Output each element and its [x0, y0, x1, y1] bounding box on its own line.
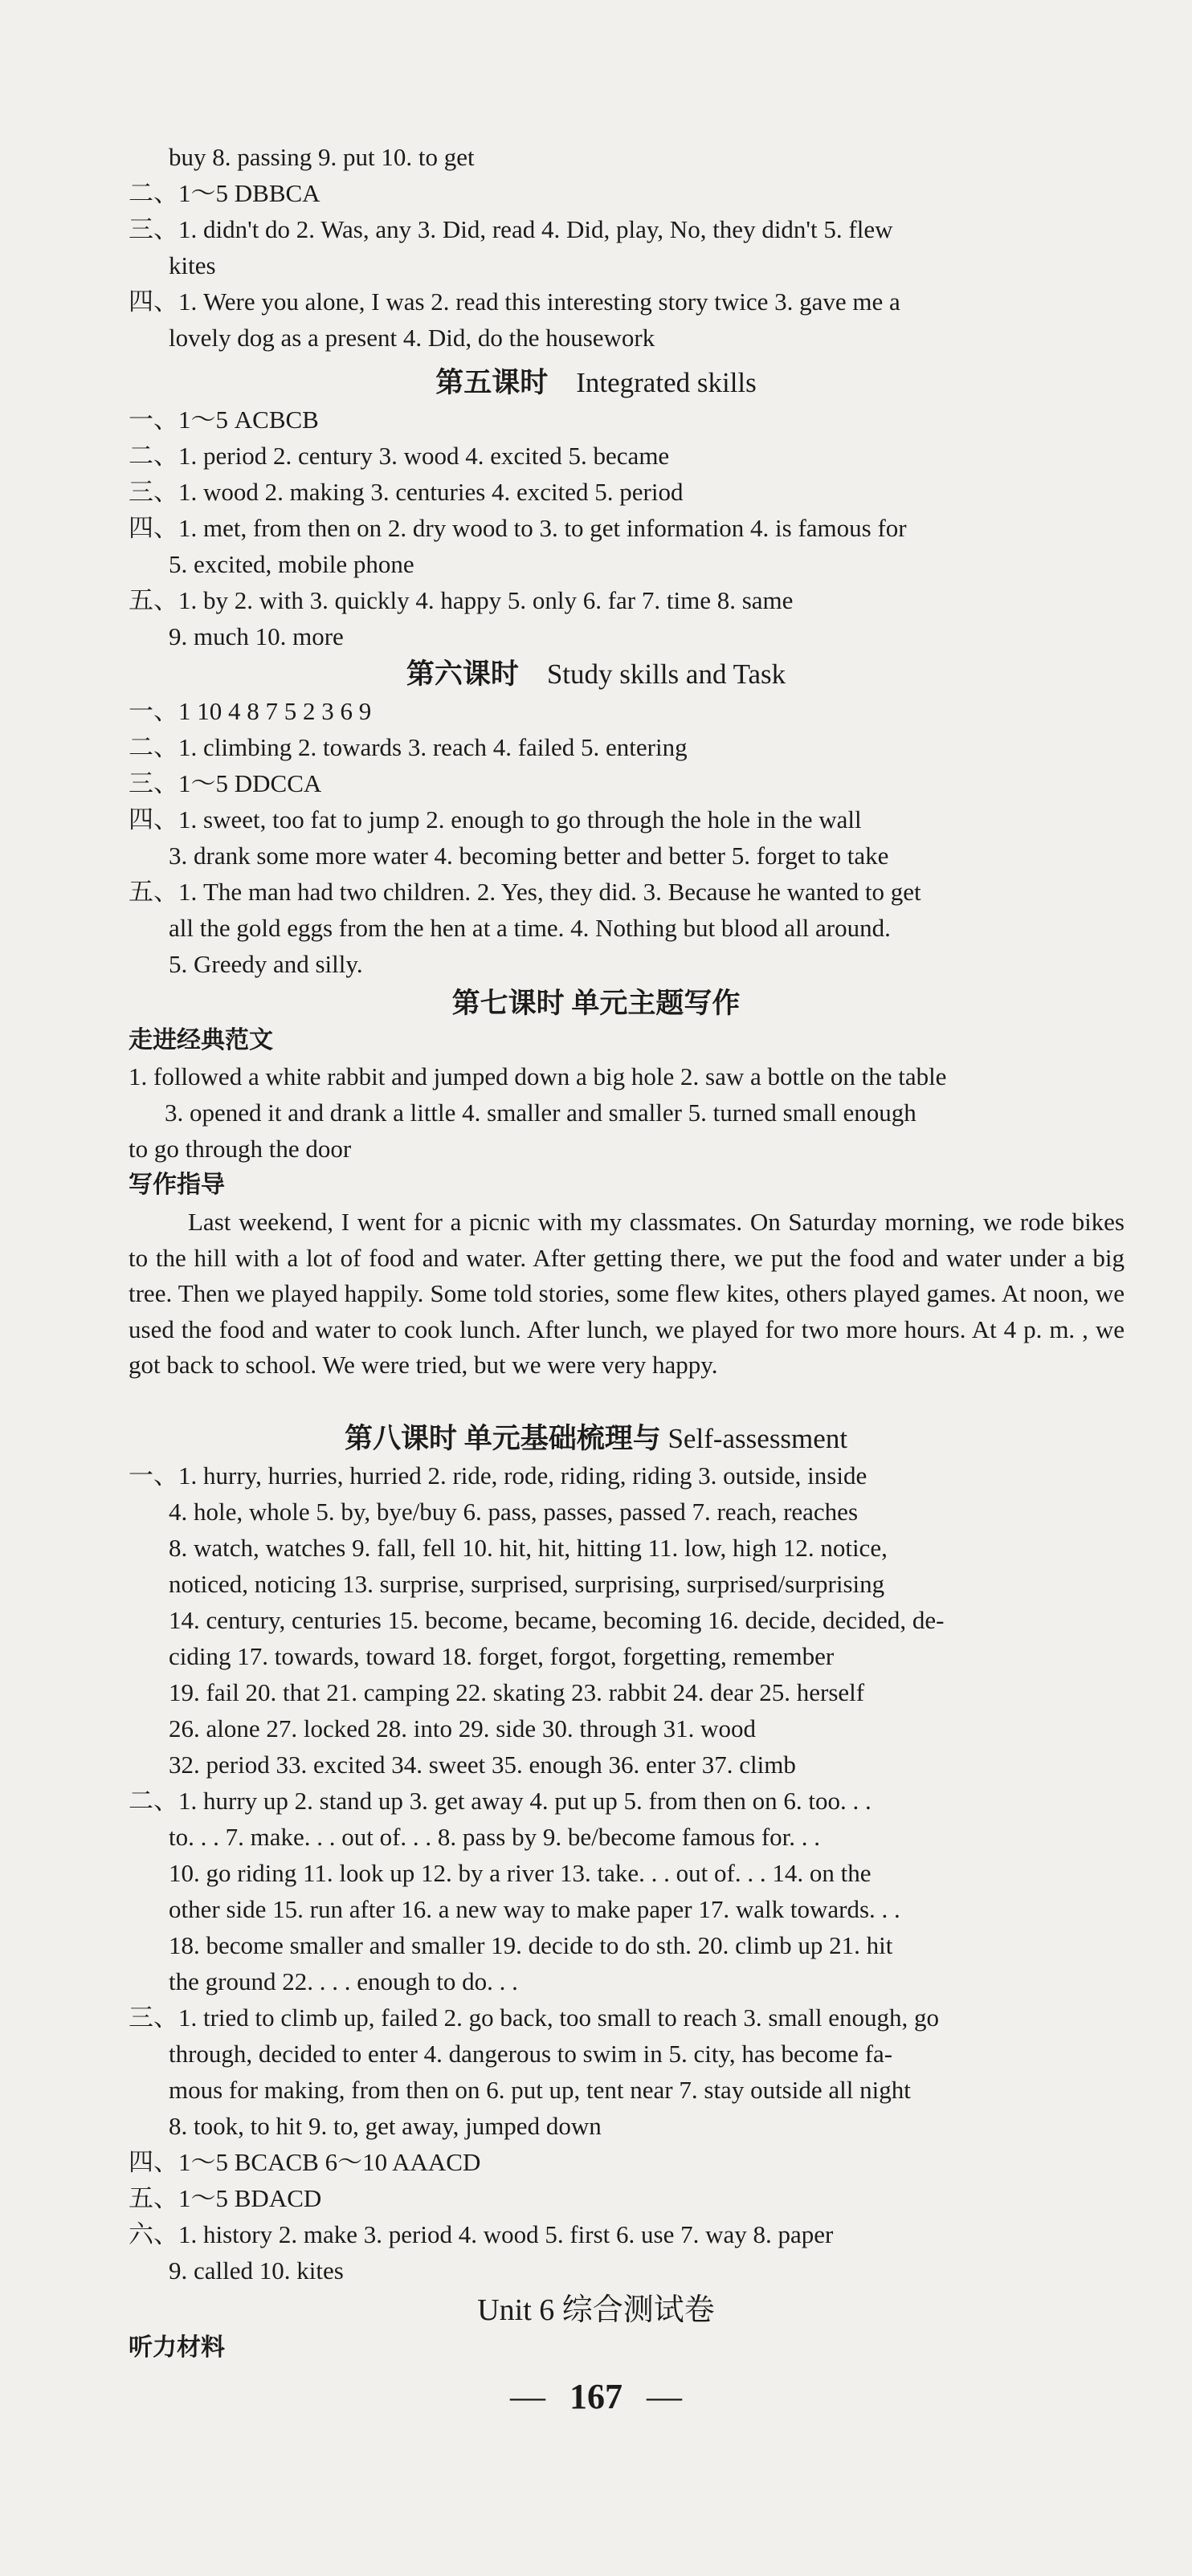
- answer-line: 六、1. history 2. make 3. period 4. wood 5. first 6. use 7. way 8. paper: [129, 2220, 834, 2248]
- answer-line: through, decided to enter 4. dangerous to swim in 5. city, has become fa-: [169, 2040, 893, 2068]
- answer-line: 8. took, to hit 9. to, get away, jumped down: [169, 2112, 602, 2140]
- answer-line: 三、1. tried to climb up, failed 2. go back, too small to reach 3. small enough, go: [129, 2003, 940, 2032]
- section-title-en: Self-assessment: [667, 1423, 848, 1454]
- answer-line: 18. become smaller and smaller 19. decide to do sth. 20. climb up 21. hit: [169, 1931, 893, 1959]
- answer-line: 二、1～5 DBBCA: [129, 179, 320, 207]
- dash-right: —: [647, 2377, 682, 2416]
- answer-line: 四、1～5 BCACB 6～10 AAACD: [129, 2148, 481, 2176]
- section-title-en: Study skills and Task: [546, 658, 786, 690]
- subheading-model-essay: 走进经典范文: [129, 1026, 273, 1054]
- answer-line: 9. called 10. kites: [169, 2256, 344, 2285]
- section-heading: [0, 1421, 1192, 1457]
- answer-line: 19. fail 20. that 21. camping 22. skating 23. rabbit 24. dear 25. herself: [169, 1678, 865, 1706]
- section-heading: [0, 657, 1192, 692]
- answer-line: the ground 22. . . . enough to do. . .: [169, 1967, 518, 1995]
- answer-line: 二、1. period 2. century 3. wood 4. excited 5. became: [129, 442, 670, 470]
- essay-paragraph: Last weekend, I went for a picnic with my classmates. On Saturday morning, we rode bikes to the hill with a lot of food and water. After getting there, we put the food and water under a big tree. Then we played happily. Some told stories, some flew kites, others played games. At noon, we used the food and water to cook lunch. After lunch, we played for two more hours. At 4 p. m. , we got back to school. We were tried, but we were very happy.: [129, 1208, 1125, 1379]
- section-heading: [0, 986, 1192, 1021]
- answer-line: 五、1～5 BDACD: [129, 2184, 322, 2212]
- answer-line: 4. hole, whole 5. by, bye/buy 6. pass, passes, passed 7. reach, reaches: [169, 1498, 859, 1526]
- answer-line: 二、1. hurry up 2. stand up 3. get away 4. put up 5. from then on 6. too. . .: [129, 1787, 872, 1815]
- listening-material-label: 听力材料: [129, 2333, 225, 2362]
- answer-line: 三、1. didn't do 2. Was, any 3. Did, read 4. Did, play, No, they didn't 5. flew: [129, 215, 893, 243]
- answer-line: 5. excited, mobile phone: [169, 550, 414, 578]
- answer-line: 14. century, centuries 15. become, became, becoming 16. decide, decided, de-: [169, 1606, 945, 1634]
- answer-line: 5. Greedy and silly.: [169, 950, 363, 978]
- section-title: 第七课时 单元主题写作: [451, 988, 741, 1019]
- answer-line: ciding 17. towards, toward 18. forget, forgot, forgetting, remember: [169, 1642, 835, 1670]
- answer-line: 二、1. climbing 2. towards 3. reach 4. failed 5. entering: [129, 733, 688, 761]
- section-title: 第五课时: [435, 367, 549, 398]
- answer-line: 四、1. met, from then on 2. dry wood to 3. to get information 4. is famous for: [129, 514, 907, 542]
- section-title: 第六课时: [406, 658, 519, 690]
- answer-line: 三、1. wood 2. making 3. centuries 4. excited 5. period: [129, 478, 684, 506]
- unit-test-title: Unit 6 综合测试卷: [477, 2293, 715, 2327]
- answer-line: mous for making, from then on 6. put up, tent near 7. stay outside all night: [169, 2076, 911, 2104]
- subheading-writing-guide: 写作指导: [129, 1171, 225, 1199]
- section-title: 第八课时 单元基础梳理与: [344, 1423, 661, 1454]
- answer-line: kites: [169, 251, 216, 279]
- page-number-value: 167: [569, 2377, 623, 2416]
- answer-line: 一、1 10 4 8 7 5 2 3 6 9: [129, 697, 372, 725]
- answer-line: 9. much 10. more: [169, 622, 344, 650]
- answer-line: to go through the door: [129, 1135, 352, 1163]
- answer-line: 四、1. sweet, too fat to jump 2. enough to go through the hole in the wall: [129, 805, 862, 834]
- section-heading: [0, 365, 1192, 401]
- answer-line: 3. opened it and drank a little 4. smaller and smaller 5. turned small enough: [165, 1098, 916, 1127]
- answer-line: buy 8. passing 9. put 10. to get: [169, 143, 475, 171]
- answer-line: 五、1. The man had two children. 2. Yes, they did. 3. Because he wanted to get: [129, 878, 921, 906]
- answer-line: 一、1～5 ACBCB: [129, 406, 319, 434]
- answer-line: 3. drank some more water 4. becoming better and better 5. forget to take: [169, 842, 889, 870]
- answer-line: 三、1～5 DDCCA: [129, 769, 322, 797]
- answer-line: noticed, noticing 13. surprise, surprised, surprising, surprised/surprising: [169, 1570, 885, 1598]
- answer-line: 26. alone 27. locked 28. into 29. side 30. through 31. wood: [169, 1714, 756, 1742]
- answer-line: lovely dog as a present 4. Did, do the housework: [169, 324, 655, 352]
- sample-essay: [129, 1204, 1125, 1384]
- dash-left: —: [510, 2377, 545, 2416]
- answer-line: 五、1. by 2. with 3. quickly 4. happy 5. only 6. far 7. time 8. same: [129, 586, 794, 614]
- section-title-en: Integrated skills: [576, 367, 757, 398]
- answer-line: 32. period 33. excited 34. sweet 35. enough 36. enter 37. climb: [169, 1751, 796, 1779]
- answer-line: 1. followed a white rabbit and jumped down a big hole 2. saw a bottle on the table: [129, 1062, 947, 1090]
- answer-line: 四、1. Were you alone, I was 2. read this interesting story twice 3. gave me a: [129, 287, 900, 316]
- answer-line: 8. watch, watches 9. fall, fell 10. hit, hit, hitting 11. low, high 12. notice,: [169, 1534, 888, 1562]
- answer-line: all the gold eggs from the hen at a time. 4. Nothing but blood all around.: [169, 914, 891, 942]
- page-number: [0, 2373, 1192, 2421]
- answer-line: other side 15. run after 16. a new way to make paper 17. walk towards. . .: [169, 1895, 900, 1923]
- answer-line: 一、1. hurry, hurries, hurried 2. ride, rode, riding, riding 3. outside, inside: [129, 1461, 867, 1490]
- answer-line: to. . . 7. make. . . out of. . . 8. pass by 9. be/become famous for. . .: [169, 1823, 821, 1851]
- answer-line: 10. go riding 11. look up 12. by a river 13. take. . . out of. . . 14. on the: [169, 1859, 872, 1887]
